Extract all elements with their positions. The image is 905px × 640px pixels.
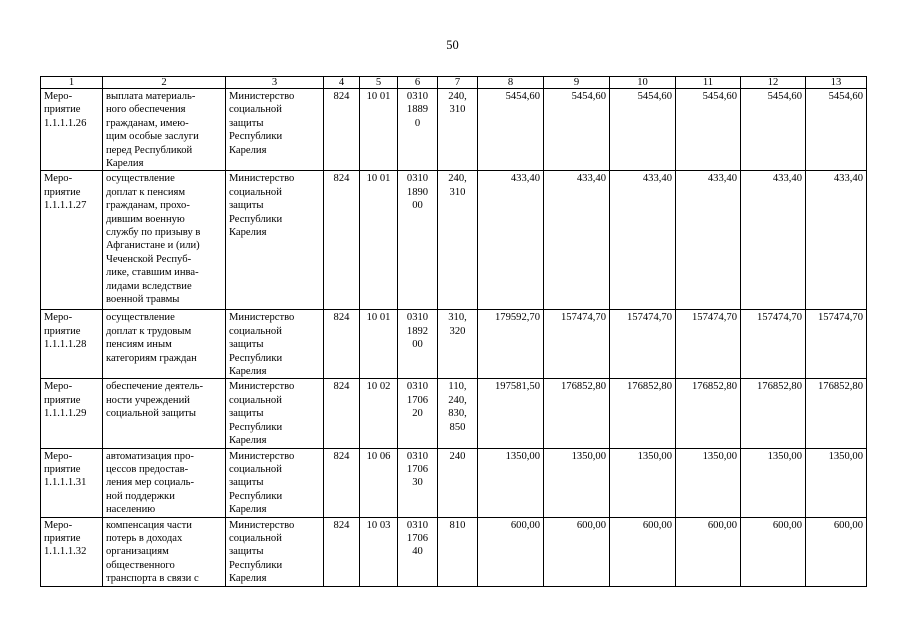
column-header: 5 [360, 77, 398, 89]
rzpr-code: 10 01 [360, 310, 398, 379]
amount-col-10: 176852,80 [610, 379, 676, 448]
rzpr-code: 10 01 [360, 171, 398, 310]
rzpr-code: 10 06 [360, 448, 398, 517]
amount-col-12: 5454,60 [741, 89, 806, 171]
amount-col-11: 1350,00 [676, 448, 741, 517]
activity-description: компенсация части потерь в доходах организациям общественного транспорта в связи с [103, 517, 226, 586]
table-row [41, 171, 867, 310]
amount-col-13: 600,00 [806, 517, 867, 586]
executor: Министерство социальной защиты Республики Карелия [226, 310, 324, 379]
amount-col-11: 600,00 [676, 517, 741, 586]
vr-code: 240, 310 [438, 89, 478, 171]
column-header: 12 [741, 77, 806, 89]
column-header: 7 [438, 77, 478, 89]
activity-description: осуществление доплат к пенсиям гражданам, прохо- дившим военную службу по призыву в Афганистане и (или) Чеченской Респуб- лике, ставшим инва- лидами вследствие военной травмы [103, 171, 226, 310]
amount-col-10: 600,00 [610, 517, 676, 586]
vr-code: 240 [438, 448, 478, 517]
rzpr-code: 10 01 [360, 89, 398, 171]
csr-code: 0310 1706 30 [398, 448, 438, 517]
budget-table [40, 76, 867, 587]
amount-col-12: 157474,70 [741, 310, 806, 379]
amount-col-12: 1350,00 [741, 448, 806, 517]
amount-col-10: 157474,70 [610, 310, 676, 379]
activity-description: автоматизация про- цессов предостав- ления мер социаль- ной поддержки населению [103, 448, 226, 517]
column-header: 8 [478, 77, 544, 89]
page-number: 50 [446, 38, 459, 52]
amount-col-13: 5454,60 [806, 89, 867, 171]
column-header: 1 [41, 77, 103, 89]
amount-col-8: 5454,60 [478, 89, 544, 171]
csr-code: 0310 1706 20 [398, 379, 438, 448]
table-row [41, 517, 867, 586]
csr-code: 0310 1889 0 [398, 89, 438, 171]
activity-id: Меро- приятие 1.1.1.1.32 [41, 517, 103, 586]
table-row [41, 310, 867, 379]
amount-col-12: 433,40 [741, 171, 806, 310]
amount-col-9: 5454,60 [544, 89, 610, 171]
rzpr-code: 10 03 [360, 517, 398, 586]
csr-code: 0310 1890 00 [398, 171, 438, 310]
amount-col-8: 1350,00 [478, 448, 544, 517]
column-header: 6 [398, 77, 438, 89]
activity-description: выплата материаль- ного обеспечения гражданам, имею- щим особые заслуги перед Республикой Карелия [103, 89, 226, 171]
column-header: 11 [676, 77, 741, 89]
executor: Министерство социальной защиты Республики Карелия [226, 89, 324, 171]
column-header: 10 [610, 77, 676, 89]
csr-code: 0310 1892 00 [398, 310, 438, 379]
amount-col-9: 600,00 [544, 517, 610, 586]
header-row [41, 77, 867, 89]
activity-id: Меро- приятие 1.1.1.1.28 [41, 310, 103, 379]
column-header: 13 [806, 77, 867, 89]
executor: Министерство социальной защиты Республики Карелия [226, 517, 324, 586]
table-row [41, 448, 867, 517]
column-header: 9 [544, 77, 610, 89]
amount-col-9: 157474,70 [544, 310, 610, 379]
amount-col-13: 157474,70 [806, 310, 867, 379]
amount-col-9: 433,40 [544, 171, 610, 310]
column-header: 3 [226, 77, 324, 89]
amount-col-10: 433,40 [610, 171, 676, 310]
activity-description: осуществление доплат к трудовым пенсиям иным категориям граждан [103, 310, 226, 379]
amount-col-10: 1350,00 [610, 448, 676, 517]
column-header: 4 [324, 77, 360, 89]
activity-description: обеспечение деятель- ности учреждений социальной защиты [103, 379, 226, 448]
amount-col-8: 197581,50 [478, 379, 544, 448]
amount-col-13: 176852,80 [806, 379, 867, 448]
vr-code: 110, 240, 830, 850 [438, 379, 478, 448]
amount-col-13: 1350,00 [806, 448, 867, 517]
table-row [41, 89, 867, 171]
amount-col-12: 176852,80 [741, 379, 806, 448]
activity-id: Меро- приятие 1.1.1.1.27 [41, 171, 103, 310]
column-header: 2 [103, 77, 226, 89]
amount-col-9: 1350,00 [544, 448, 610, 517]
amount-col-11: 176852,80 [676, 379, 741, 448]
activity-id: Меро- приятие 1.1.1.1.31 [41, 448, 103, 517]
grbs-code: 824 [324, 517, 360, 586]
executor: Министерство социальной защиты Республики Карелия [226, 379, 324, 448]
executor: Министерство социальной защиты Республики Карелия [226, 171, 324, 310]
table-row [41, 379, 867, 448]
executor: Министерство социальной защиты Республики Карелия [226, 448, 324, 517]
amount-col-11: 5454,60 [676, 89, 741, 171]
grbs-code: 824 [324, 89, 360, 171]
activity-id: Меро- приятие 1.1.1.1.26 [41, 89, 103, 171]
vr-code: 310, 320 [438, 310, 478, 379]
amount-col-8: 600,00 [478, 517, 544, 586]
grbs-code: 824 [324, 171, 360, 310]
grbs-code: 824 [324, 379, 360, 448]
amount-col-12: 600,00 [741, 517, 806, 586]
activity-id: Меро- приятие 1.1.1.1.29 [41, 379, 103, 448]
grbs-code: 824 [324, 310, 360, 379]
amount-col-8: 433,40 [478, 171, 544, 310]
amount-col-11: 157474,70 [676, 310, 741, 379]
amount-col-13: 433,40 [806, 171, 867, 310]
amount-col-11: 433,40 [676, 171, 741, 310]
amount-col-10: 5454,60 [610, 89, 676, 171]
grbs-code: 824 [324, 448, 360, 517]
amount-col-9: 176852,80 [544, 379, 610, 448]
amount-col-8: 179592,70 [478, 310, 544, 379]
rzpr-code: 10 02 [360, 379, 398, 448]
vr-code: 240, 310 [438, 171, 478, 310]
vr-code: 810 [438, 517, 478, 586]
csr-code: 0310 1706 40 [398, 517, 438, 586]
